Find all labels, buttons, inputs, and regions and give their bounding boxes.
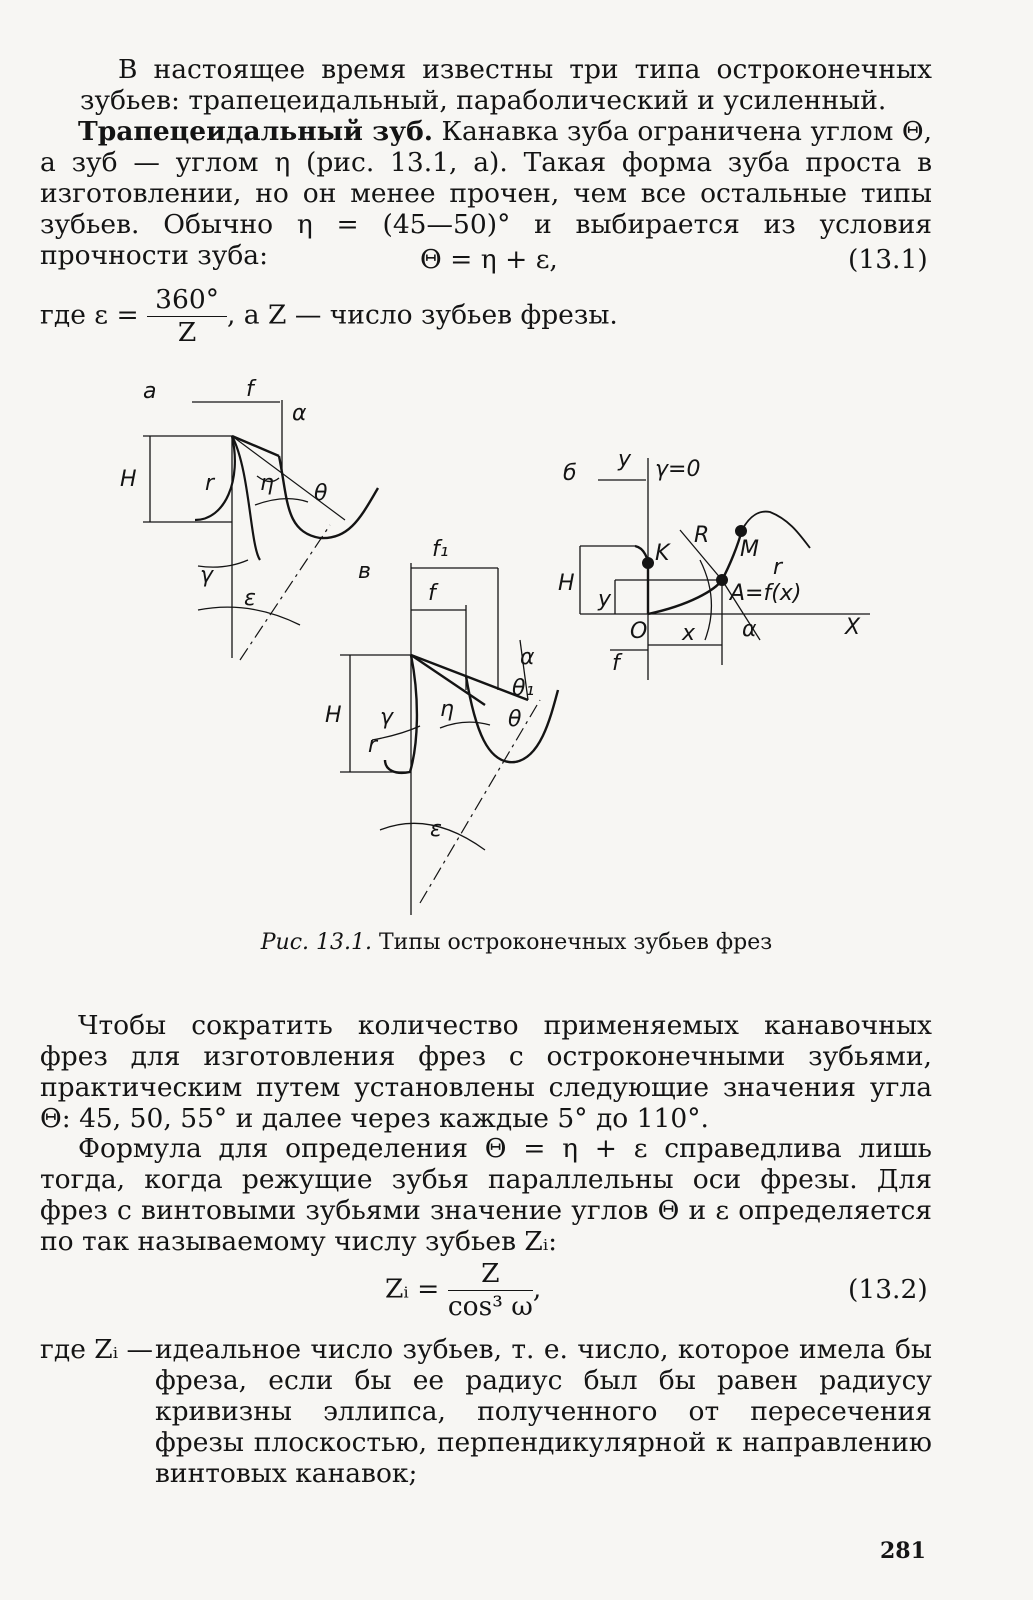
label-M: M [740,537,759,562]
label-R: R [694,523,710,548]
trapezoidal-text: Канавка зуба ограничена углом Θ, а зуб — углом η (рис. 13.1, а). Такая форма зуба проста в изготовлении, но он менее прочен, чем все остальные типы зубьев. Обычно η = (45—50)° и выбирается из условия прочности зуба: [40,116,932,271]
label-O: O [630,619,648,644]
label-f-v: f [428,581,436,606]
eq2-lhs: Zᵢ = [385,1273,440,1305]
equation-13-1-number: (13.1) [848,244,928,275]
diagram-a [143,400,378,660]
figure-caption [0,930,1033,955]
label-gamma0-b: γ=0 [655,457,701,482]
label-gamma-v: γ [380,705,394,730]
where-zi-prefix: где Zᵢ — [40,1334,153,1365]
label-H-v: H [325,703,342,728]
eq2-fraction [448,1258,533,1323]
equation-13-2 [385,1258,541,1323]
page-number: 281 [880,1538,926,1564]
label-y-b: y [618,447,632,472]
label-gamma-a: γ [200,563,214,588]
where-zi-text: идеальное число зубьев, т. е. число, которое имела бы фреза, если бы ее радиус был бы равен радиусу кривизны эллипса, полученного от пересечения фрезы плоскостью, перпендикулярной к направлению винтовых канавок; [155,1334,932,1489]
label-eps-a: ε [244,586,256,611]
label-f1-v: f₁ [432,537,449,562]
label-f-b: f [612,651,620,676]
label-eta-v: η [440,697,454,722]
epsilon-prefix: где ε = [40,299,139,331]
epsilon-denominator: Z [177,317,197,348]
eq2-denominator: cos³ ω [447,1291,533,1322]
label-alpha-a: α [292,401,307,426]
equation-13-2-number: (13.2) [848,1274,928,1305]
label-x: x [682,621,696,646]
label-b: б [563,461,577,486]
label-theta-a: θ [314,481,328,506]
label-r-b: r [773,555,783,580]
label-f-a: f [246,377,254,402]
eq2-numerator: Z [448,1258,533,1291]
label-y2-b: y [598,587,612,612]
trapezoidal-heading: Трапецеидальный зуб. [78,116,433,147]
label-H-a: H [120,467,137,492]
label-theta-v: θ [508,707,522,732]
equation-13-1: Θ = η + ε, [420,244,558,275]
epsilon-numerator: 360° [147,284,227,317]
paragraph-formula: Формула для определения Θ = η + ε справедлива лишь тогда, когда режущие зубья параллельны оси фрезы. Для фрез с винтовыми зубьями значение углов Θ и ε определяется по так называемому числу зубьев Zᵢ: [40,1133,932,1257]
label-eps-v: ε [430,817,442,842]
label-theta1-v: θ₁ [512,676,535,701]
label-A: A=f(x) [730,581,802,606]
epsilon-suffix: , а Z — число зубьев фрезы. [226,299,618,331]
label-a: а [143,379,157,404]
eq2-tail: , [532,1273,542,1305]
label-r-a: r [205,471,215,496]
diagram-b [580,458,870,680]
label-X: X [845,615,861,640]
label-H-b: H [558,571,575,596]
intro-paragraph: В настоящее время известны три типа остроконечных зубьев: трапецеидальный, параболический и усиленный. [80,54,932,116]
label-r-v: r [368,733,378,758]
label-K: K [655,541,670,566]
caption-label: Рис. 13.1. [260,930,372,955]
caption-text: Типы остроконечных зубьев фрез [372,930,773,955]
paragraph-angles: Чтобы сократить количество применяемых канавочных фрез для изготовления фрез с остроконечными зубьями, практическим путем установлены следующие значения угла Θ: 45, 50, 55° и далее через каждые 5° до 110°. [40,1010,932,1134]
label-eta-a: η [260,471,274,496]
label-alpha-b: α [742,617,757,642]
label-alpha-v: α [520,645,535,670]
label-v: в [358,559,371,584]
